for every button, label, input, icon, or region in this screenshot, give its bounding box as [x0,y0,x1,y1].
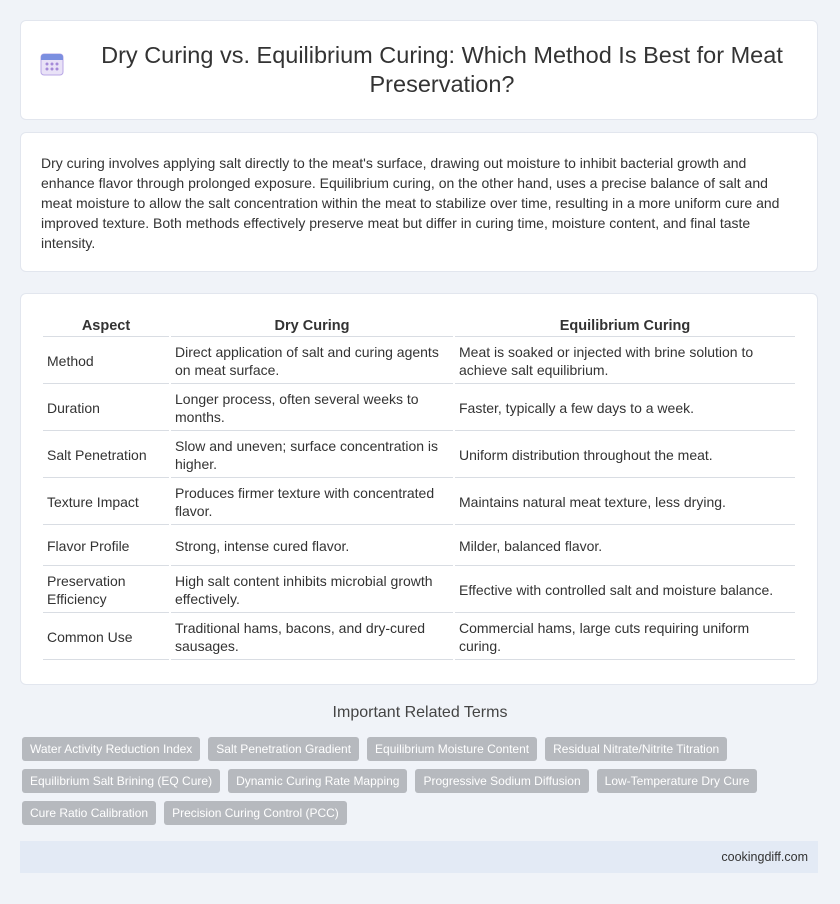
title-card [20,20,818,120]
equilibrium-curing-cell: Faster, typically a few days to a week. [455,386,795,431]
table-row [43,339,795,384]
aspect-cell: Common Use [43,615,169,660]
related-term-tag[interactable]: Water Activity Reduction Index [22,737,200,761]
aspect-cell: Duration [43,386,169,431]
aspect-cell: Salt Penetration [43,433,169,478]
related-terms-list [22,737,812,833]
equilibrium-curing-cell: Meat is soaked or injected with brine solution to achieve salt equilibrium. [455,339,795,384]
footer [20,841,818,873]
dry-curing-cell: Traditional hams, bacons, and dry-cured sausages. [171,615,453,660]
aspect-cell: Preservation Efficiency [43,568,169,613]
calendar-icon [39,51,65,77]
page-title: Dry Curing vs. Equilibrium Curing: Which Method Is Best for Meat Preservation? [101,42,783,97]
related-term-tag[interactable]: Progressive Sodium Diffusion [415,769,588,793]
aspect-cell: Texture Impact [43,480,169,525]
title-wrap [39,41,799,99]
equilibrium-curing-cell: Maintains natural meat texture, less drying. [455,480,795,525]
table-row [43,527,795,566]
related-terms-heading: Important Related Terms [332,704,508,721]
column-header-equilibrium-curing: Equilibrium Curing [455,316,795,337]
dry-curing-cell: Produces firmer texture with concentrated flavor. [171,480,453,525]
table-row [43,568,795,613]
equilibrium-curing-cell: Commercial hams, large cuts requiring uniform curing. [455,615,795,660]
intro-paragraph: Dry curing involves applying salt directly to the meat's surface, drawing out moisture to inhibit bacterial growth and enhance flavor through prolonged exposure. Equilibrium curing, on the other hand, uses a precise balance of salt and meat moisture to allow the salt concentration within the meat to stabilize over time, resulting in a more uniform cure and improved texture. Both methods effectively preserve meat but differ in curing time, moisture content, and final taste intensity. [41,155,780,251]
table-header-row [43,316,795,337]
related-term-tag[interactable]: Precision Curing Control (PCC) [164,801,347,825]
dry-curing-cell: Slow and uneven; surface concentration is higher. [171,433,453,478]
dry-curing-cell: Strong, intense cured flavor. [171,527,453,566]
intro-card [20,132,818,272]
related-term-tag[interactable]: Low-Temperature Dry Cure [597,769,758,793]
column-header-aspect: Aspect [43,316,169,337]
table-row [43,433,795,478]
comparison-table [41,314,797,662]
column-header-dry-curing: Dry Curing [171,316,453,337]
related-term-tag[interactable]: Salt Penetration Gradient [208,737,359,761]
aspect-cell: Flavor Profile [43,527,169,566]
table-row [43,386,795,431]
related-term-tag[interactable]: Equilibrium Moisture Content [367,737,537,761]
comparison-card [20,293,818,685]
dry-curing-cell: Longer process, often several weeks to months. [171,386,453,431]
table-row [43,615,795,660]
dry-curing-cell: Direct application of salt and curing agents on meat surface. [171,339,453,384]
aspect-cell: Method [43,339,169,384]
equilibrium-curing-cell: Milder, balanced flavor. [455,527,795,566]
equilibrium-curing-cell: Uniform distribution throughout the meat. [455,433,795,478]
related-term-tag[interactable]: Residual Nitrate/Nitrite Titration [545,737,727,761]
table-row [43,480,795,525]
footer-site-link[interactable]: cookingdiff.com [721,850,808,864]
equilibrium-curing-cell: Effective with controlled salt and moisture balance. [455,568,795,613]
dry-curing-cell: High salt content inhibits microbial growth effectively. [171,568,453,613]
related-term-tag[interactable]: Cure Ratio Calibration [22,801,156,825]
related-term-tag[interactable]: Dynamic Curing Rate Mapping [228,769,407,793]
related-term-tag[interactable]: Equilibrium Salt Brining (EQ Cure) [22,769,220,793]
